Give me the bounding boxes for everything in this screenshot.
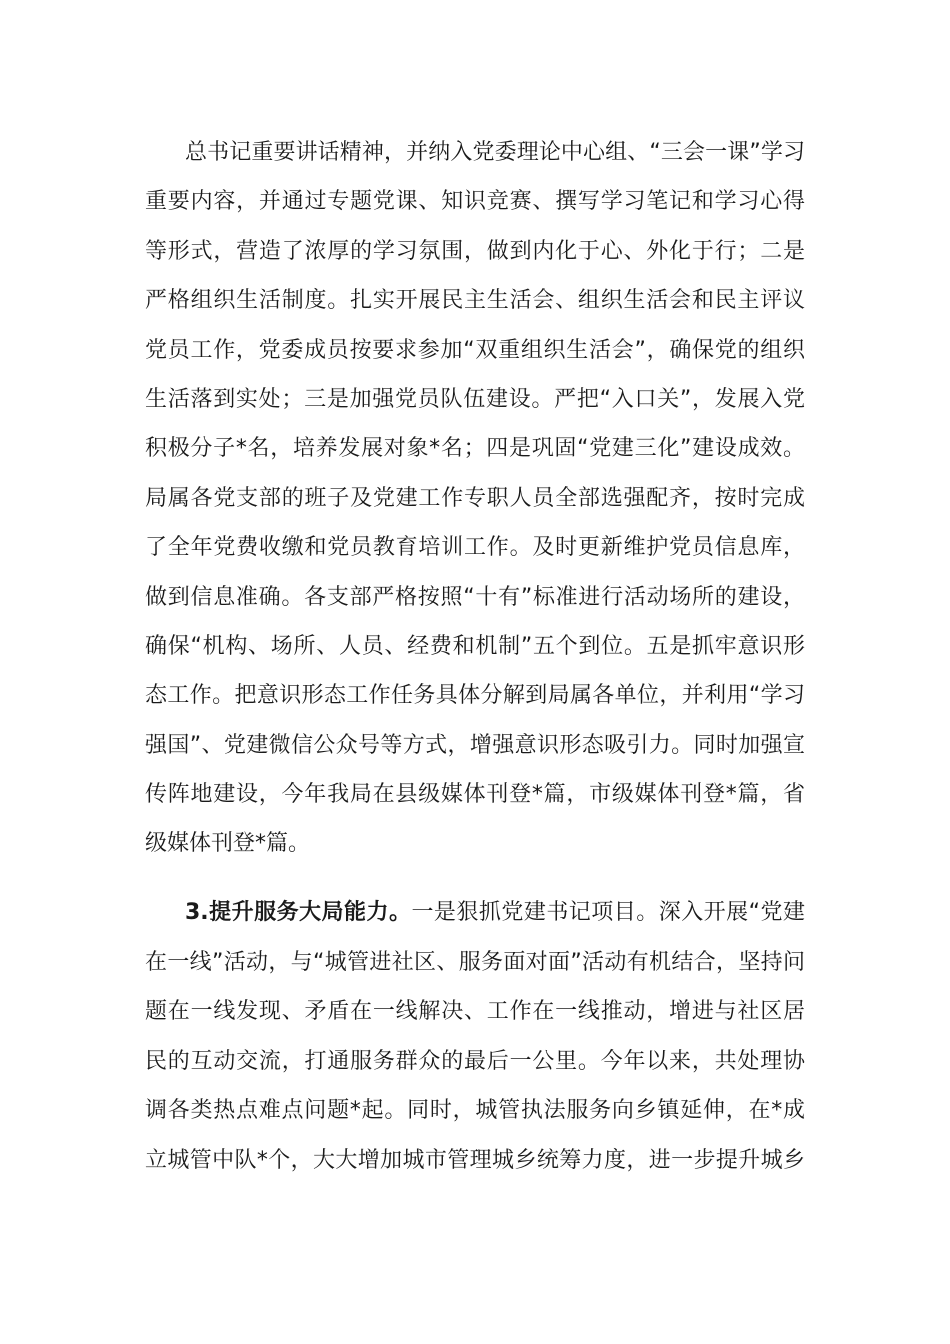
text-line: 立城管中队*个，大大增加城市管理城乡统筹力度，进一步提升城乡: [145, 1147, 805, 1173]
text-line: 做到信息准确。各支部严格按照“十有”标准进行活动场所的建设，: [145, 584, 805, 610]
text-line: 在一线”活动，与“城管进社区、服务面对面”活动有机结合，坚持问: [145, 949, 805, 975]
text-span: 一是狠抓党建书记项目。深入开展“党建: [411, 900, 805, 925]
text-line: 态工作。把意识形态工作任务具体分解到局属各单位，并利用“学习: [145, 683, 805, 709]
text-line: 级媒体刊登*篇。: [145, 831, 311, 857]
text-line: 积极分子*名，培养发展对象*名；四是巩固“党建三化”建设成效。: [145, 436, 805, 462]
paragraph-party-building: [145, 128, 805, 869]
text-line: 总书记重要讲话精神，并纳入党委理论中心组、“三会一课”学习: [185, 140, 805, 165]
text-line: 重要内容，并通过专题党课、知识竞赛、撰写学习笔记和学习心得: [145, 189, 805, 215]
text-line: 党员工作，党委成员按要求参加“双重组织生活会”，确保党的组织: [145, 337, 805, 363]
text-line: 民的互动交流，打通服务群众的最后一公里。今年以来，共处理协: [145, 1048, 805, 1074]
section-heading: 3.提升服务大局能力。: [185, 900, 412, 925]
text-line: 了全年党费收缴和党员教育培训工作。及时更新维护党员信息库，: [145, 535, 805, 561]
text-line: 调各类热点难点问题*起。同时，城管执法服务向乡镇延伸，在*成: [145, 1098, 805, 1124]
text-line: 传阵地建设，今年我局在县级媒体刊登*篇，市级媒体刊登*篇，省: [145, 782, 805, 808]
text-line: 生活落到实处；三是加强党员队伍建设。严把“入口关”，发展入党: [145, 386, 805, 412]
text-line: 严格组织生活制度。扎实开展民主生活会、组织生活会和民主评议: [145, 288, 805, 314]
text-line: 确保“机构、场所、人员、经费和机制”五个到位。五是抓牢意识形: [145, 633, 805, 659]
text-line: 强国”、党建微信公众号等方式，增强意识形态吸引力。同时加强宣: [145, 732, 805, 758]
text-line: [145, 888, 805, 938]
text-line: 等形式，营造了浓厚的学习氛围，做到内化于心、外化于行；二是: [145, 238, 805, 264]
paragraph-service-capacity: [145, 888, 805, 1186]
text-line: 局属各党支部的班子及党建工作专职人员全部选强配齐，按时完成: [145, 485, 805, 511]
text-line: 题在一线发现、矛盾在一线解决、工作在一线推动，增进与社区居: [145, 999, 805, 1025]
